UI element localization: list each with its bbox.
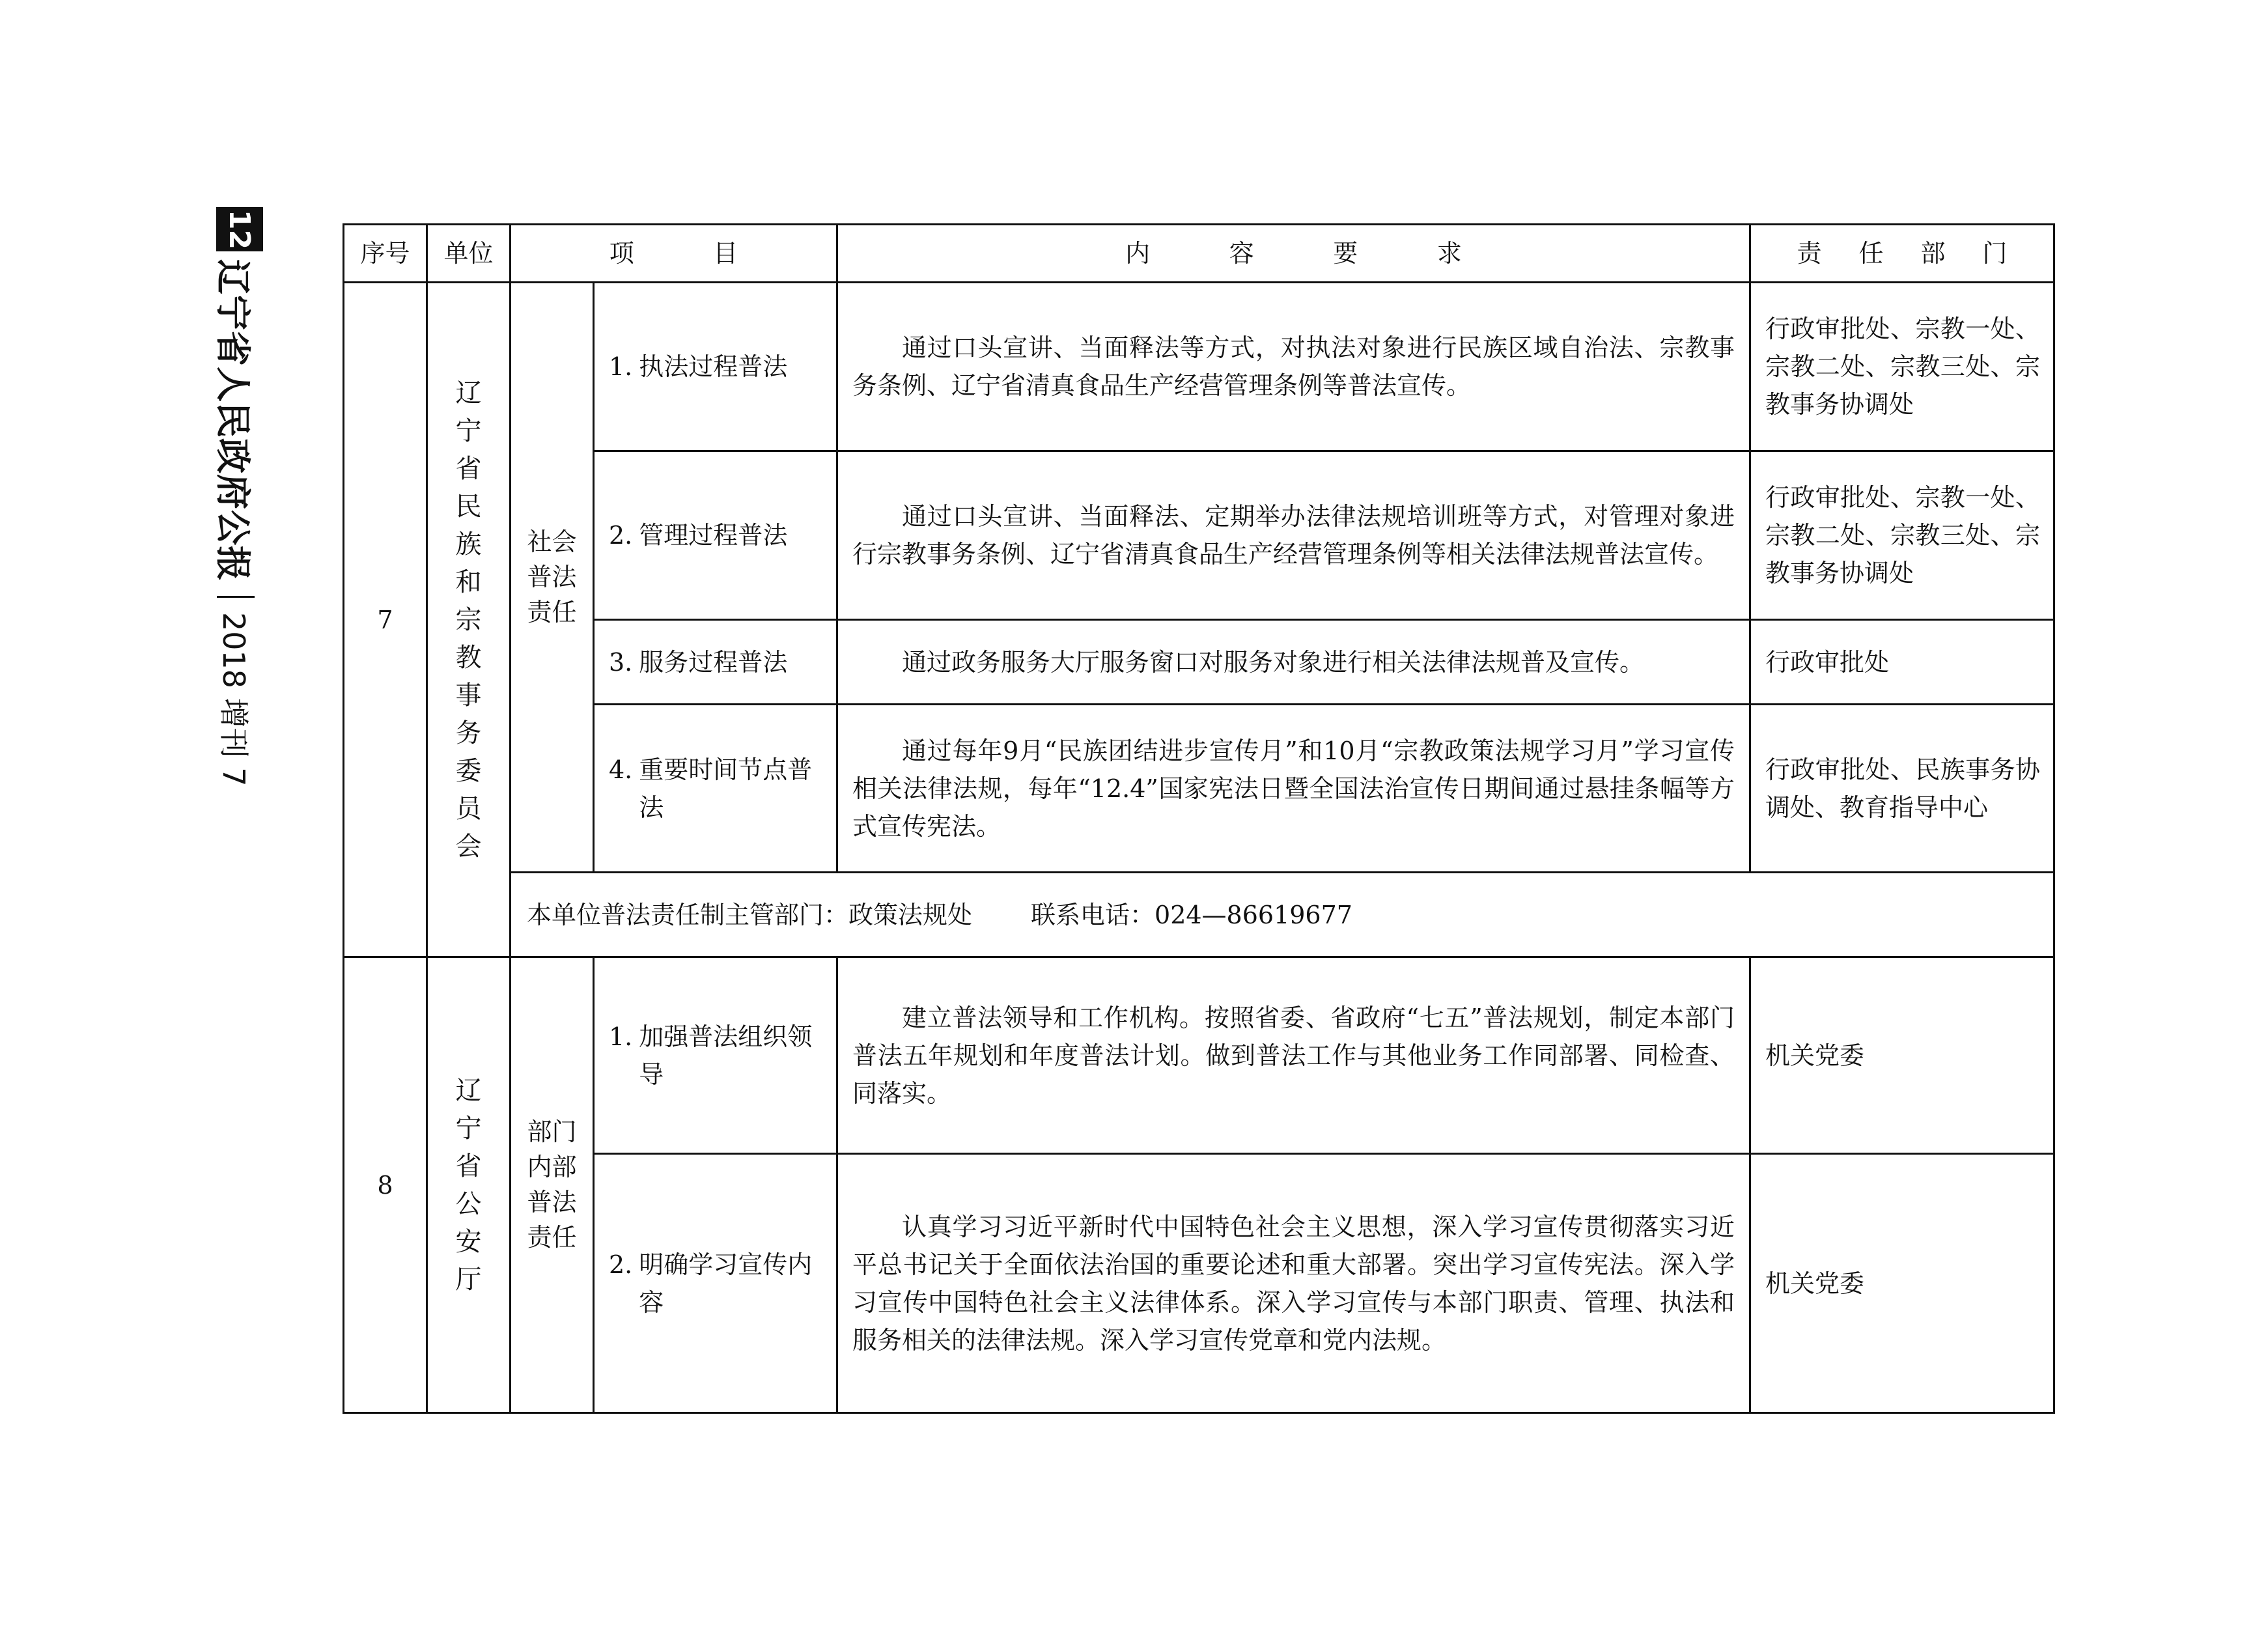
table-row xyxy=(344,451,2054,620)
header-unit: 单位 xyxy=(427,225,511,283)
header-dept: 责任部门 xyxy=(1750,225,2054,283)
content-cell: 通过每年9月“民族团结进步宣传月”和10月“宗教政策法规学习月”学习宣传相关法律法规，每年“12.4”国家宪法日暨全国法治宣传日期间通过悬挂条幅等方式宣传宪法。 xyxy=(837,705,1750,873)
dept-cell: 行政审批处、民族事务协调处、教育指导中心 xyxy=(1750,705,2054,873)
dept-cell: 机关党委 xyxy=(1750,1154,2054,1413)
table-row xyxy=(344,957,2054,1154)
content-cell: 通过口头宣讲、当面释法等方式，对执法对象进行民族区域自治法、宗教事务条例、辽宁省清真食品生产经营管理条例等普法宣传。 xyxy=(837,283,1750,451)
manager-dept-label: 本单位普法责任制主管部门：政策法规处 xyxy=(527,900,973,929)
item-cell: 2. 管理过程普法 xyxy=(594,451,837,620)
table-header-row xyxy=(344,225,2054,283)
table-row xyxy=(344,620,2054,705)
table-row xyxy=(344,283,2054,451)
journal-title-bar xyxy=(212,259,263,806)
dept-cell: 行政审批处、宗教一处、宗教二处、宗教三处、宗教事务协调处 xyxy=(1750,451,2054,620)
dept-cell: 行政审批处、宗教一处、宗教二处、宗教三处、宗教事务协调处 xyxy=(1750,283,2054,451)
content-cell: 建立普法领导和工作机构。按照省委、省政府“七五”普法规划，制定本部门普法五年规划和年度普法计划。做到普法工作与其他业务工作同部署、同检查、同落实。 xyxy=(837,957,1750,1154)
header-seq: 序号 xyxy=(344,225,427,283)
seq-cell: 7 xyxy=(344,283,427,957)
table-row xyxy=(344,1154,2054,1413)
table-row xyxy=(344,873,2054,957)
content-cell: 通过政务服务大厅服务窗口对服务对象进行相关法律法规普及宣传。 xyxy=(837,620,1750,705)
issue-label: 2018 增刊 7 xyxy=(216,612,251,787)
content-cell: 通过口头宣讲、当面释法、定期举办法律法规培训班等方式，对管理对象进行宗教事务条例、辽宁省清真食品生产经营管理条例等相关法律法规普法宣传。 xyxy=(837,451,1750,620)
item-cell: 1. 执法过程普法 xyxy=(594,283,837,451)
table-row xyxy=(344,705,2054,873)
unit-cell: 辽宁省公安厅 xyxy=(427,957,511,1413)
item-cell: 2. 明确学习宣传内容 xyxy=(594,1154,837,1413)
content-cell: 认真学习习近平新时代中国特色社会主义思想，深入学习宣传贯彻落实习近平总书记关于全面依法治国的重要论述和重大部署。突出学习宣传宪法。深入学习宣传中国特色社会主义法律体系。深入学习宣传与本部门职责、管理、执法和服务相关的法律法规。深入学习宣传党章和党内法规。 xyxy=(837,1154,1750,1413)
responsibility-table xyxy=(343,223,2055,1414)
journal-title: 辽宁省人民政府公报 xyxy=(212,259,255,582)
item-cell: 4. 重要时间节点普法 xyxy=(594,705,837,873)
responsibility-type-cell: 社会普法责任 xyxy=(511,283,594,873)
dept-cell: 机关党委 xyxy=(1750,957,2054,1154)
responsibility-type-cell: 部门内部普法责任 xyxy=(511,957,594,1413)
item-cell: 3. 服务过程普法 xyxy=(594,620,837,705)
phone-label: 联系电话：024—86619677 xyxy=(1031,900,1352,929)
page-number-badge xyxy=(216,207,263,251)
footer-note xyxy=(511,873,2054,957)
header-project: 项目 xyxy=(511,225,837,283)
title-divider xyxy=(217,596,255,598)
item-cell: 1. 加强普法组织领导 xyxy=(594,957,837,1154)
page-number: 12 xyxy=(223,209,257,249)
header-content: 内容要求 xyxy=(837,225,1750,283)
unit-cell: 辽宁省民族和宗教事务委员会 xyxy=(427,283,511,957)
side-header xyxy=(212,207,263,813)
seq-cell: 8 xyxy=(344,957,427,1413)
dept-cell: 行政审批处 xyxy=(1750,620,2054,705)
